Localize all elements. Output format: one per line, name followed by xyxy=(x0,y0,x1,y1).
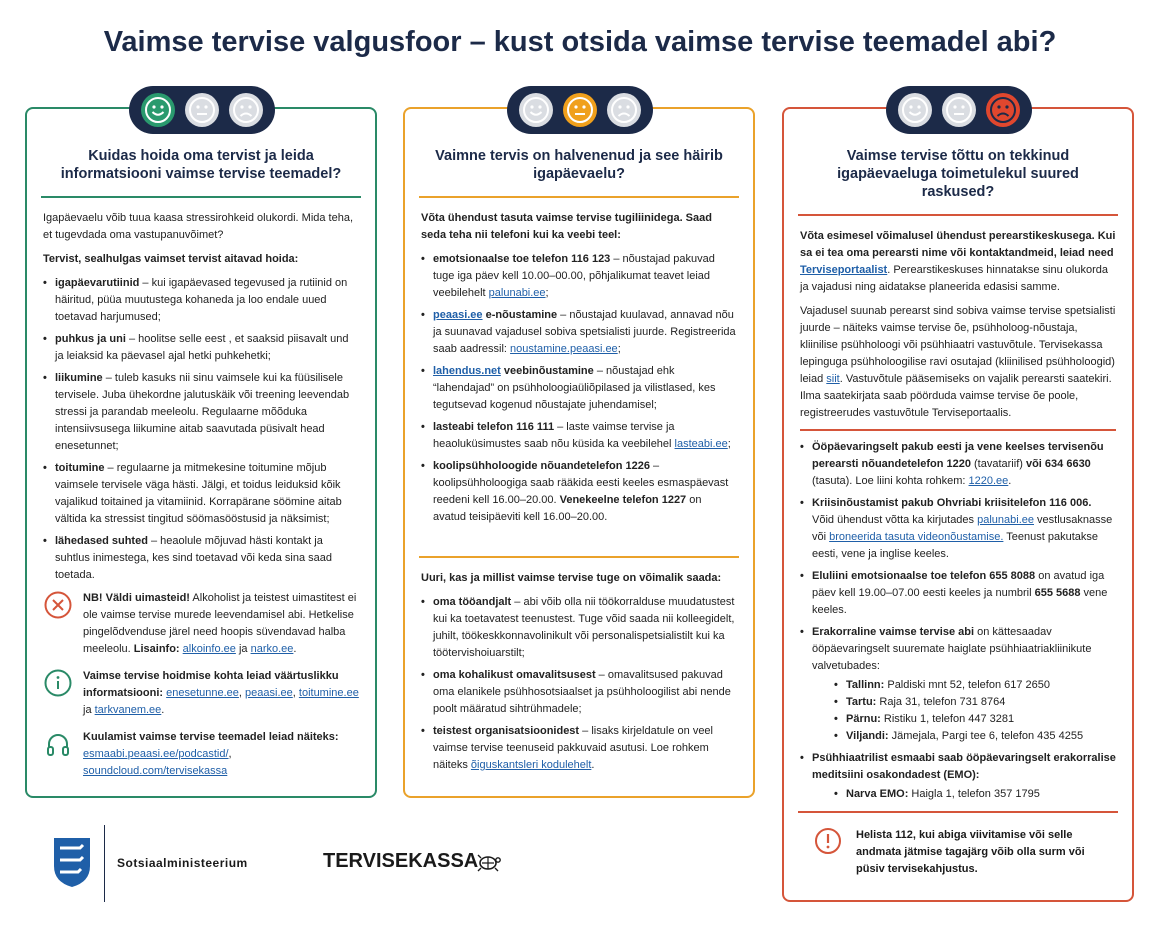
habits-heading: Tervist, sealhulgas vaimset tervist aitavad hoida: xyxy=(43,253,299,265)
habits-list xyxy=(43,275,359,584)
list-item: • Psühhiaatrilist esmaabi saab ööpäevaringselt erakorralise meditsiini osakondadest (EMO): • Narva EMO: Haigla 1, telefon 357 1795 xyxy=(800,750,1116,803)
emo-list xyxy=(834,786,1116,803)
red-referral-text: Vajadusel suunab perearst sind sobiva vaimse tervise spetsialisti juurde – näiteks vaimse tervise õe, psühholoog-nõustaja, kliinilise psühholoogi või psühhiaatri vastuvõtule. Tervisekassa lepinguga psühholoogilise ravi osutajad (kliinilised psühholoogid) leiad siit. Vastuvõtule pääsemiseks on vajalik perearsti saatekiri. Ilma saatekirjata saab pöörduda vaimse tervise õe poole, registreerudes vastuvõtule Terviseportaalis. xyxy=(800,305,1116,419)
list-item: • Viljandi: Jämejala, Pargi tee 6, telefon 435 4255 xyxy=(834,728,1116,745)
lasteabi-link[interactable]: lasteabi.ee xyxy=(674,438,728,450)
tarkvanem-link[interactable]: tarkvanem.ee xyxy=(94,704,162,716)
turtle-icon xyxy=(474,850,502,874)
toitumine-link[interactable]: toitumine.ee xyxy=(298,687,359,699)
list-item: • toitumine – regulaarne ja mitmekesine toitumine mõjub vaimsele tervisele väga hästi. Jälgi, et toidus leiduksid kõik vajalikud toitained ja vitamiinid. Korrapärane söömine aitab vältida ka stressist tingitud söömasööstusid ja näksimist; xyxy=(43,460,359,528)
orange-card-title: Vaimne tervis on halvenenud ja see häirib igapäevaelu? xyxy=(435,148,723,182)
list-item: • puhkus ja uni – hoolitse selle eest , et saaksid piisavalt und ja leiaksid ka päevasel ajal hetki puhkehetki; xyxy=(43,331,359,365)
alcohol-note: NB! Väldi uimasteid! Alkoholist ja teistest uimastitest ei ole vaimse tervise murede leevendamisel abi. Hetkelise pingelõdvenduse järel need hoopis süvendavad halba meeleolu. Lisainfo: alkoinfo.ee ja narko.ee. xyxy=(43,590,359,658)
page-title: Vaimse tervise valgusfoor – kust otsida vaimse tervise teemadel abi? xyxy=(103,26,1057,58)
divider xyxy=(419,556,739,558)
list-item: • oma kohalikust omavalitsusest – omavalitsused pakuvad oma elanikele psühhosotsiaalset ja psühholoogilist abi nende poolt määratud sihtrühmadele; xyxy=(421,667,737,718)
smile-face-icon xyxy=(519,93,553,127)
list-item: • Ööpäevaringselt pakub eesti ja vene keelses tervisenõu perearsti nõuandetelefon 1220 (tavatariif) või 634 6630 (tasuta). Loe liini kohta rohkem: 1220.ee. xyxy=(800,439,1116,490)
tervisekassa-logo-text: TERVISEKASSA xyxy=(323,850,479,872)
noustamine-link[interactable]: noustamine.peaasi.ee xyxy=(510,343,618,355)
podcast-link[interactable]: esmaabi.peaasi.ee/podcastid/ xyxy=(83,748,229,760)
soundcloud-link[interactable]: soundcloud.com/tervisekassa xyxy=(83,765,228,777)
palunabi-link[interactable]: palunabi.ee xyxy=(488,287,546,299)
sad-face-icon xyxy=(986,93,1020,127)
lahendus-link[interactable]: lahendus.net xyxy=(433,365,501,377)
green-intro: Igapäevaelu võib tuua kaasa stressirohkeid olukordi. Mida teha, et tugevdada oma vastupanuvõimet? xyxy=(43,212,354,241)
orange-card xyxy=(403,107,755,798)
narko-link[interactable]: narko.ee xyxy=(250,643,294,655)
siit-link[interactable]: siit xyxy=(826,373,840,385)
support-list xyxy=(421,594,737,774)
list-item: • Pärnu: Ristiku 1, telefon 447 3281 xyxy=(834,711,1116,728)
orange-intro: Võta ühendust tasuta vaimse tervise tugiliinidega. Saad seda teha nii telefoni kui ka veebi teel: xyxy=(421,212,712,241)
list-item: • teistest organisatsioonidest – lisaks kirjeldatule on veel vaimse tervise teenuseid pakkuvaid asutusi. Loe rohkem näiteks õiguskantsleri kodulehelt. xyxy=(421,723,737,774)
sad-face-icon xyxy=(607,93,641,127)
terviseportaal-link[interactable]: Terviseportaalist xyxy=(800,264,888,276)
neutral-face-icon xyxy=(185,93,219,127)
red-intro: Võta esimesel võimalusel ühendust perearstikeskusega. Kui sa ei tea oma perearsti nime või kontaktandmeid, leiad need Terviseportaalist. Perearstikeskuses hinnatakse sinu olukorda ja vajadusi ning aidatakse planeerida edasisi samme. xyxy=(800,230,1116,293)
neutral-face-icon xyxy=(942,93,976,127)
green-card-title: Kuidas hoida oma tervist ja leida informatsiooni vaimse tervise teemadel? xyxy=(60,148,342,182)
video-counselling-link[interactable]: broneerida tasuta videonõustamise. xyxy=(829,531,1004,543)
divider xyxy=(800,429,1116,431)
alert-icon xyxy=(814,827,842,878)
traffic-light-green xyxy=(129,86,275,134)
list-item: • liikumine – tuleb kasuks nii sinu vaimsele kui ka füüsilisele tervisele. Juba ühekordne jalutuskäik või treening leevendab stressi ja parandab meeleolu. Regulaarne mõõduka intensiivsusega liikumine aitab saavutada püsivalt head enesetunnet; xyxy=(43,370,359,455)
helplines-list xyxy=(421,251,737,526)
listen-note: Kuulamist vaimse tervise teemadel leiad näiteks: esmaabi.peaasi.ee/podcastid/, soundcloud.com/tervisekassa xyxy=(43,729,359,780)
peaasi-link[interactable]: peaasi.ee xyxy=(245,687,293,699)
link-1220[interactable]: 1220.ee xyxy=(968,475,1009,487)
green-card xyxy=(25,107,377,798)
oiguskantsler-link[interactable]: õiguskantsleri kodulehelt xyxy=(470,759,592,771)
red-card-title: Vaimse tervise tõttu on tekkinud igapäevaeluga toimetulekul suured raskused? xyxy=(837,148,1079,200)
list-item: • emotsionaalse toe telefon 116 123 – nõustajad pakuvad tuge iga päev kell 10.00–00.00, põhjalikumat teavet leiad veebilehelt palunabi.ee; xyxy=(421,251,737,302)
close-circle-icon xyxy=(43,590,73,620)
palunabi-link[interactable]: palunabi.ee xyxy=(977,514,1034,526)
list-item: • Tallinn: Paldiski mnt 52, telefon 617 2650 xyxy=(834,677,1116,694)
headphones-icon xyxy=(43,729,73,759)
list-item: • oma tööandjalt – abi võib olla nii töökorralduse muudatustest kui ka toetavatest teenustest. Tuge võid saada nii kolleegidelt, juhilt, töökeskkonnavolinikult või personalispetsialistilt kui ka töötervishoiuarstilt; xyxy=(421,594,737,662)
list-item: • koolipsühholoogide nõuandetelefon 1226 – koolipsühholoogiga saab rääkida eesti keeles esmaspäevast reedeni kell 16.00–20.00. Venekeelne telefon 1227 on avatud teisipäeviti kell 16.00–20.00. xyxy=(421,458,737,526)
list-item: • lähedased suhted – heaolule mõjuvad hästi kontakt ja suhtlus inimestega, kes sind toetavad või keda sina saad toetada. xyxy=(43,533,359,584)
hospital-list xyxy=(834,677,1116,745)
list-item: • Kriisinõustamist pakub Ohvriabi kriisitelefon 116 006. Võid ühendust võtta ka kirjutades palunabi.ee vestlusaknasse või broneerida tasuta videonõustamise. Teenust pakutakse eesti, vene ja inglise keeles. xyxy=(800,495,1116,563)
list-item: • igapäevarutiinid – kui igapäevased tegevused ja rutiinid on häiritud, püüa muutustega kohaneda ja loo endale uued toetavad harjumused; xyxy=(43,275,359,326)
red-card xyxy=(782,107,1134,902)
list-item: • Tartu: Raja 31, telefon 731 8764 xyxy=(834,694,1116,711)
sad-face-icon xyxy=(229,93,263,127)
estonian-coat-of-arms-logo xyxy=(52,836,92,888)
alkoinfo-link[interactable]: alkoinfo.ee xyxy=(182,643,236,655)
emergency-warning xyxy=(784,813,1132,878)
info-icon xyxy=(43,668,73,698)
list-item: • lahendus.net veebinõustamine – nõustajad ehk “lahendajad” on psühholoogiaüliõpilased ja vilistlased, kes tegutsevad kogenud nõustajate juhendamisel; xyxy=(421,363,737,414)
list-item: • Narva EMO: Haigla 1, telefon 357 1795 xyxy=(834,786,1116,803)
traffic-light-orange xyxy=(507,86,653,134)
footer-divider xyxy=(104,825,105,902)
list-item: • Erakorraline vaimse tervise abi on kättesaadav ööpäevaringselt suuremate haiglate psühhiaatriakliinikute valvetubades: • Tallinn: Paldiski mnt 52, telefon 617 2650 • Tartu: Raja 31, telefon 731 8764 • Pärnu: Ristiku 1, telefon 447 3281 • Viljandi: Jämejala, Pargi tee 6, telefon 435 4255 xyxy=(800,624,1116,745)
list-item: • lasteabi telefon 116 111 – laste vaimse tervise ja heaoluküsimustes saab nõu küsida ka veebilehel lasteabi.ee; xyxy=(421,419,737,453)
peaasi-link[interactable]: peaasi.ee xyxy=(433,309,483,321)
warning-text: Helista 112, kui abiga viivitamise või selle andmata jätmise tagajärg võib olla surm või püsiv tervisekahjustus. xyxy=(856,829,1085,875)
emergency-list xyxy=(800,439,1116,803)
list-item: • Eluliini emotsionaalse toe telefon 655 8088 on avatud iga päev kell 19.00–07.00 eesti keeles ja numbril 655 5688 vene keeles. xyxy=(800,568,1116,619)
ministry-logo-text: Sotsiaalministeerium xyxy=(117,856,248,870)
list-item: • peaasi.ee e-nõustamine – nõustajad kuulavad, annavad nõu ja suunavad vajadusel sobiva spetsialisti juurde. Registreerida saab aadressil: noustamine.peaasi.ee; xyxy=(421,307,737,358)
smile-face-icon xyxy=(898,93,932,127)
employer-heading: Uuri, kas ja millist vaimse tervise tuge on võimalik saada: xyxy=(421,572,722,584)
info-note: Vaimse tervise hoidmise kohta leiad väärtuslikku informatsiooni: enesetunne.ee, peaasi.ee, toitumine.ee ja tarkvanem.ee. xyxy=(43,668,359,719)
smile-face-icon xyxy=(141,93,175,127)
neutral-face-icon xyxy=(563,93,597,127)
enesetunne-link[interactable]: enesetunne.ee xyxy=(166,687,239,699)
traffic-light-red xyxy=(886,86,1032,134)
